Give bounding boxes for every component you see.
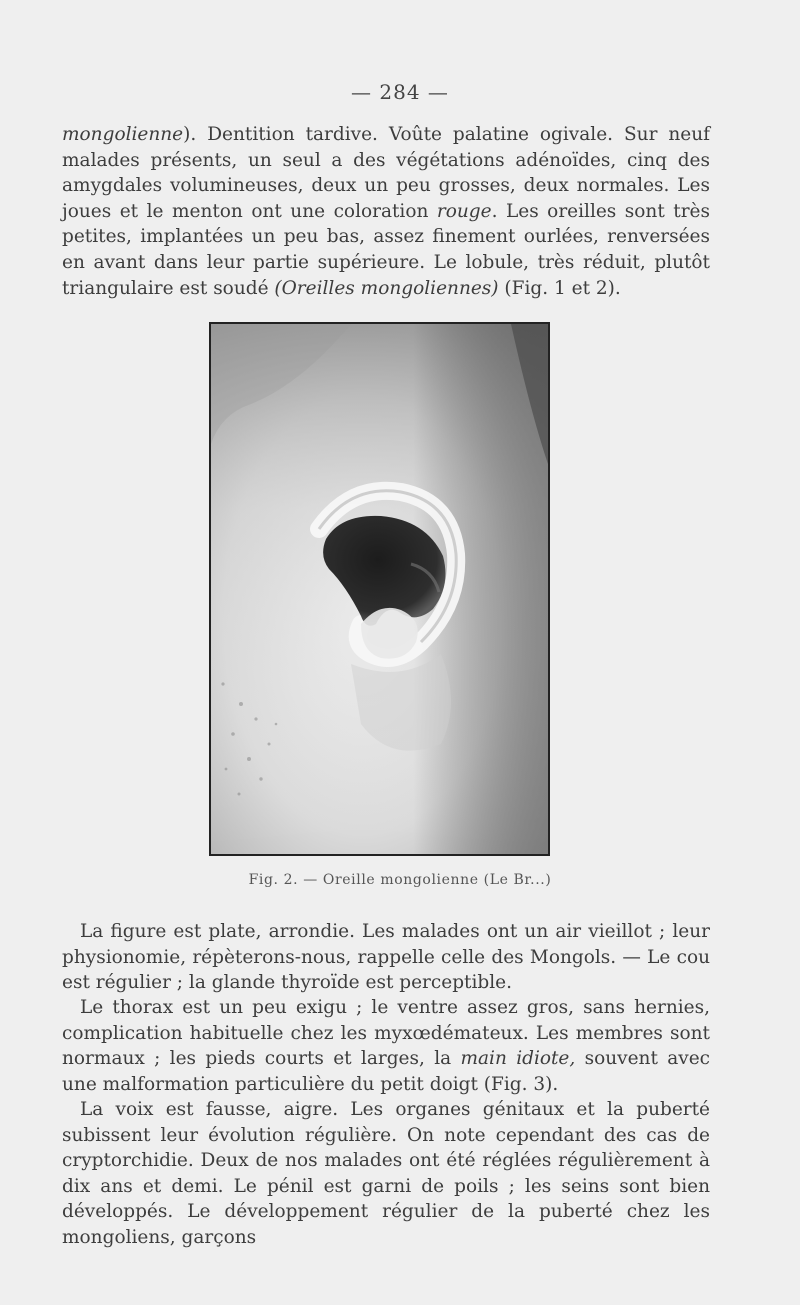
italic-word-mongolienne: mongolienne <box>62 124 184 145</box>
paragraph-1-text-c: (Fig. 1 et 2). <box>498 277 621 299</box>
paragraph-3 <box>62 995 710 1097</box>
paragraph-1 <box>62 122 710 301</box>
italic-oreilles-mongoliennes: (Oreilles mongoliennes) <box>274 277 499 299</box>
italic-main-idiote: main idiote, <box>460 1048 576 1070</box>
paragraph-4-text: La voix est fausse, aigre. Les organes génitaux et la puberté subissent leur évolution régulière. On note cependant des cas de cryptorchidie. Deux de nos malades ont été réglées régulièrement à dix ans et demi. Le pénil est garni de poils ; les seins sont bien développés. Le développement régulier de la puberté chez les mongoliens, garçons <box>62 1099 710 1248</box>
ear-photograph-image <box>211 324 548 854</box>
paragraph-3-text-b: souvent avec une malformation particulière du petit doigt (Fig. 3). <box>62 1048 711 1095</box>
ear-photograph <box>209 322 550 856</box>
paragraph-2-text: La figure est plate, arrondie. Les malades ont un air vieillot ; leur physionomie, répèterons-nous, rappelle celle des Mongols. — Le cou est régulier ; la glande thyroïde est perceptible. <box>62 921 710 994</box>
italic-word-rouge: rouge <box>436 200 492 222</box>
page-number: — 284 — <box>351 80 449 104</box>
figure-caption: Fig. 2. — Oreille mongolienne (Le Br...) <box>248 872 552 888</box>
paragraph-4 <box>62 1097 710 1251</box>
paragraph-2 <box>62 919 710 996</box>
paragraph-3-text-a: Le thorax est un peu exigu ; le ventre assez gros, sans hernies, complication habituelle chez les myxœdémateux. Les membres sont normaux ; les pieds courts et larges, la <box>62 997 710 1070</box>
paragraph-1-text-a: ). Dentition tardive. Voûte palatine ogivale. Sur neuf malades présents, un seul a des végétations adénoïdes, cinq des amygdales volumineuses, deux un peu grosses, deux normales. Les joues et le menton ont une coloration <box>62 124 710 222</box>
paragraph-1-text-b: . Les oreilles sont très petites, implantées un peu bas, assez finement ourlées, renversées en avant dans leur partie supérieure. Le lobule, très réduit, plutôt triangulaire est soudé <box>62 200 710 299</box>
